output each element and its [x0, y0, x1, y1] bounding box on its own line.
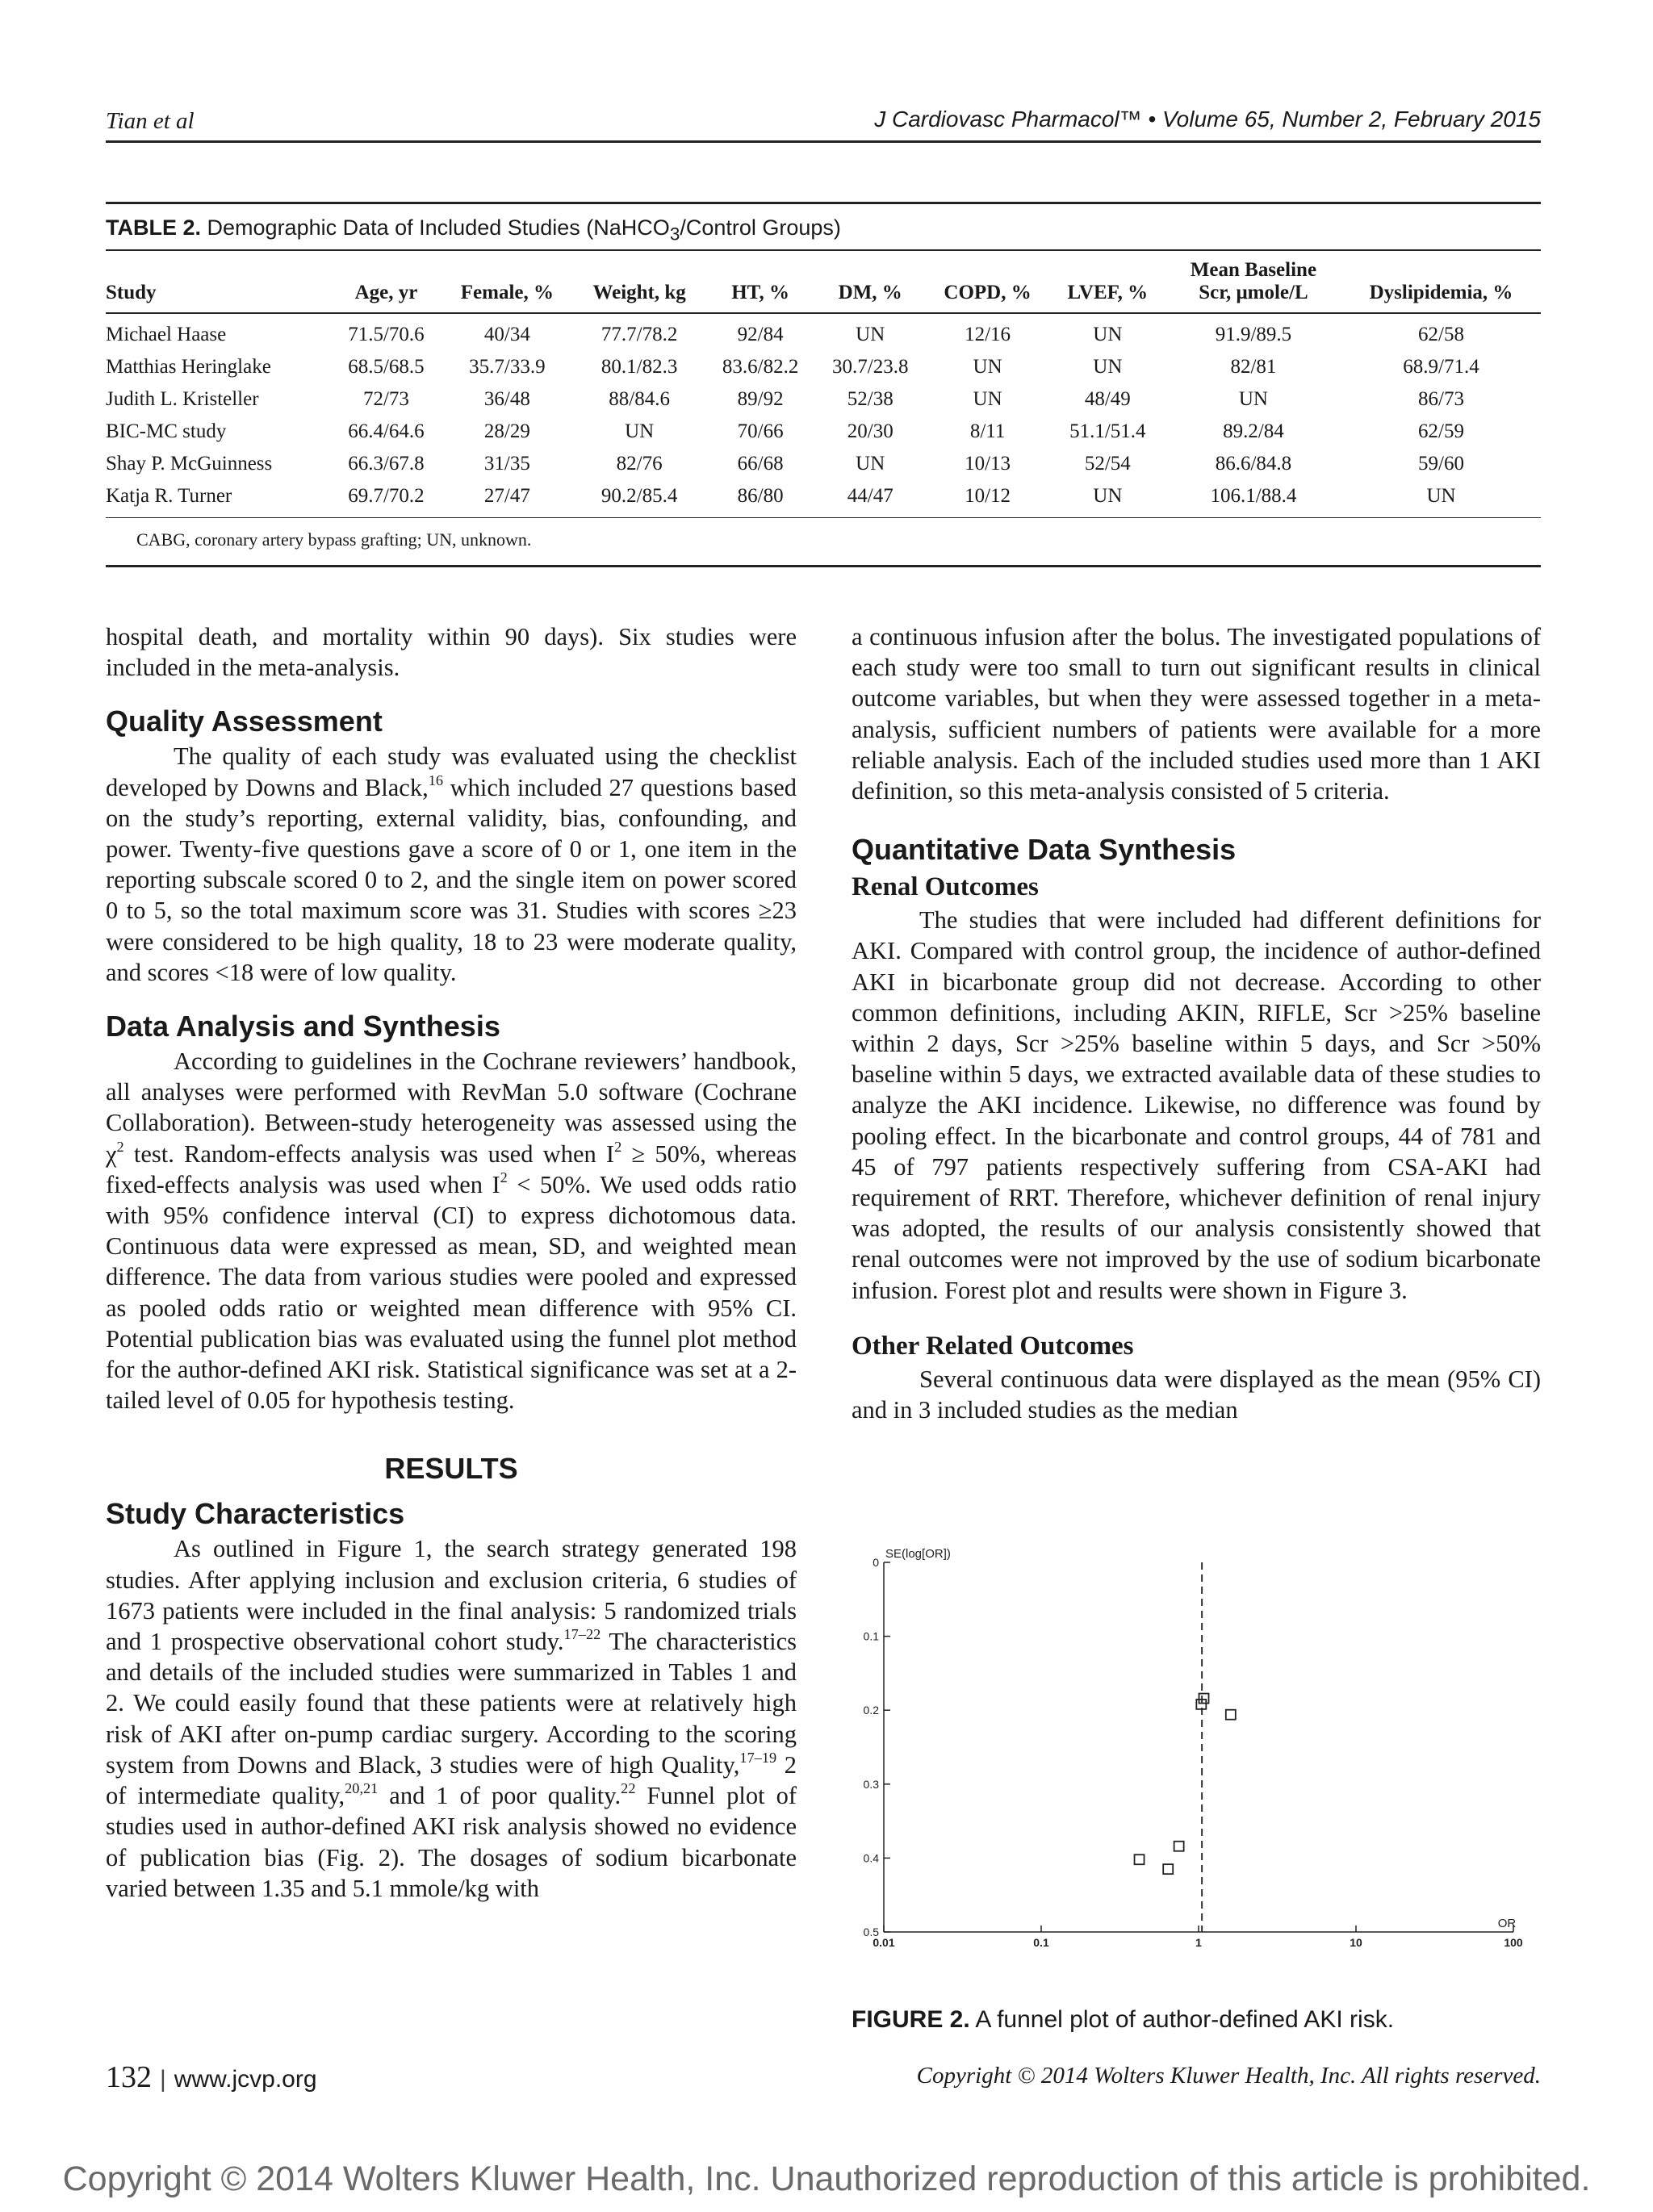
- table-cell: 106.1/88.4: [1210, 485, 1297, 508]
- table-cell: 77.7/78.2: [601, 324, 678, 346]
- journal-url[interactable]: www.jcvp.org: [174, 2066, 317, 2093]
- table-cell: 82/81: [1230, 356, 1277, 378]
- heading-data-analysis: Data Analysis and Synthesis: [106, 1010, 500, 1043]
- table-header-row: [106, 251, 1541, 313]
- table-cell: 35.7/33.9: [469, 356, 546, 378]
- y-tick-label: 0.4: [863, 1851, 879, 1865]
- running-header: [106, 105, 1541, 143]
- author-running-head: Tian et al: [106, 108, 195, 134]
- table-cell: 86.6/84.8: [1215, 453, 1292, 475]
- x-tick-label: 0.01: [873, 1936, 895, 1949]
- study-point: [1174, 1842, 1184, 1851]
- table-cell: 48/49: [1084, 388, 1131, 411]
- column-header: Age, yr: [331, 251, 441, 313]
- table-cell: 80.1/82.3: [601, 356, 678, 378]
- right-column: [852, 621, 1541, 1425]
- funnel-plot: [852, 1532, 1541, 1984]
- paragraph-other: Several continuous data were displayed as the mean (95% CI) and in 3 included studies as the median: [852, 1365, 1541, 1424]
- y-tick-label: 0.3: [863, 1777, 879, 1791]
- table-cell: 51.1/51.4: [1069, 420, 1146, 443]
- heading-results: RESULTS: [384, 1452, 518, 1486]
- table-cell: 8/11: [969, 420, 1006, 443]
- footer-separator: |: [160, 2066, 166, 2093]
- figure-label: FIGURE 2.: [852, 2006, 970, 2033]
- y-tick-label: 0.2: [863, 1704, 879, 1717]
- column-header: Dyslipidemia, %: [1341, 251, 1541, 313]
- y-axis-label: SE(log[OR]): [885, 1547, 951, 1561]
- table-cell: 66.4/64.6: [348, 420, 425, 443]
- table-cell: 92/84: [737, 324, 784, 346]
- table-cell: 30.7/23.8: [832, 356, 909, 378]
- footer-copyright: Copyright © 2014 Wolters Kluwer Health, Inc. All rights reserved.: [916, 2063, 1541, 2089]
- table-footnote: CABG, coronary artery bypass grafting; UN, unknown.: [106, 517, 1541, 565]
- heading-other-outcomes: Other Related Outcomes: [852, 1331, 1134, 1361]
- table-title: Demographic Data of Included Studies (NaHCO$_3$/Control Groups): [207, 215, 841, 245]
- table-cell: 86/80: [737, 485, 784, 508]
- study-name-cell: Matthias Heringlake: [106, 356, 271, 378]
- x-tick-label: 100: [1504, 1936, 1523, 1949]
- table-row: [106, 480, 1541, 517]
- page-footer: [106, 2059, 317, 2095]
- table-cell: 10/12: [965, 485, 1011, 508]
- table-cell: 82/76: [616, 453, 663, 475]
- paragraph: hospital death, and mortality within 90 days). Six studies were included in the meta-analysis.: [106, 623, 797, 682]
- x-tick-label: 1: [1195, 1936, 1202, 1949]
- table-row: [106, 416, 1541, 448]
- table-cell: 31/35: [483, 453, 530, 475]
- column-header: COPD, %: [925, 251, 1050, 313]
- table-2: [106, 202, 1541, 567]
- table-cell: 59/60: [1418, 453, 1464, 475]
- journal-running-head: J Cardiovasc Pharmacol™ • Volume 65, Number 2, February 2015: [874, 107, 1541, 132]
- table-row: [106, 383, 1541, 416]
- paragraph-quality: The quality of each study was evaluated using the checklist developed by Downs and Black,$^{16}$ which included 27 questions based on the study’s reporting, external validity, bias, confounding, and power. Twenty-five questions gave a score of 0 or 1, one item in the reporting subscale scored 0 to 2, and the single item on power scored 0 to 5, so the total maximum score was 31. Studies with scores ≥23 were considered to be high quality, 18 to 23 were moderate quality, and scores <18 were of low quality.: [106, 742, 797, 986]
- column-header: Study: [106, 251, 331, 313]
- column-header: LVEF, %: [1050, 251, 1165, 313]
- reproduction-notice: Copyright © 2014 Wolters Kluwer Health, Inc. Unauthorized reproduction of this article is prohibited.: [62, 2160, 1591, 2198]
- x-axis-label: OR: [1497, 1917, 1517, 1930]
- x-tick-label: 10: [1350, 1936, 1362, 1949]
- table-cell: 52/38: [847, 388, 893, 411]
- table-cell: 12/16: [965, 324, 1011, 346]
- table-cell: 68.9/71.4: [1403, 356, 1479, 378]
- study-name-cell: BIC-MC study: [106, 420, 227, 443]
- table-cell: 62/58: [1418, 324, 1464, 346]
- table-cell: 36/48: [483, 388, 530, 411]
- column-header: HT, %: [705, 251, 815, 313]
- column-header: Mean Baseline Scr, μmole/L: [1165, 251, 1341, 313]
- table-cell: 91.9/89.5: [1215, 324, 1292, 346]
- figure-caption: [852, 2006, 1394, 2034]
- study-point: [1163, 1864, 1173, 1874]
- y-tick-label: 0.5: [863, 1926, 879, 1938]
- left-column: [106, 621, 797, 1904]
- table-cell: 70/66: [737, 420, 784, 443]
- paragraph: a continuous infusion after the bolus. The investigated populations of each study were too small to turn out significant results in clinical outcome variables, but when they were assessed together in a meta-analysis, sufficient numbers of patients were available for a more reliable analysis. Each of the included studies used more than 1 AKI definition, so this meta-analysis consisted of 5 criteria.: [852, 623, 1541, 805]
- table-cell: UN: [1426, 485, 1456, 508]
- table-cell: 66.3/67.8: [348, 453, 425, 475]
- table-cell: 66/68: [737, 453, 784, 475]
- table-cell: 28/29: [483, 420, 530, 443]
- figure-caption-text: A funnel plot of author-defined AKI risk.: [975, 2006, 1395, 2033]
- table-cell: 72/73: [362, 388, 409, 411]
- table-cell: UN: [625, 420, 655, 443]
- study-name-cell: Michael Haase: [106, 324, 227, 346]
- column-header: Weight, kg: [573, 251, 705, 313]
- table-cell: 62/59: [1418, 420, 1464, 443]
- table-cell: 68.5/68.5: [348, 356, 425, 378]
- table-caption: [106, 204, 1541, 251]
- figure-2: [852, 1532, 1541, 1949]
- table-cell: 44/47: [847, 485, 893, 508]
- table-cell: 69.7/70.2: [348, 485, 425, 508]
- table-label: TABLE 2.: [106, 215, 202, 240]
- page-number: 132: [106, 2060, 152, 2094]
- heading-study-characteristics: Study Characteristics: [106, 1497, 405, 1531]
- table-body: [106, 313, 1541, 517]
- study-point: [1135, 1854, 1145, 1864]
- table-cell: UN: [973, 388, 1002, 411]
- x-tick-label: 0.1: [1033, 1936, 1049, 1949]
- table-cell: 88/84.6: [609, 388, 670, 411]
- heading-renal-outcomes: Renal Outcomes: [852, 872, 1039, 902]
- table-cell: UN: [1093, 356, 1123, 378]
- table-row: [106, 313, 1541, 351]
- table-cell: UN: [1093, 485, 1123, 508]
- paragraph-data-analysis: According to guidelines in the Cochrane reviewers’ handbook, all analyses were performed with RevMan 5.0 software (Cochrane Collaboration). Between-study heterogeneity was assessed using the $\chi^2$ test. Random-effects analysis was used when $I^2 \ge 50\%$, whereas fixed-effects analysis was used when $I^2 < 50\%$. We used odds ratio with 95% confidence interval (CI) to express dichotomous data. Continuous data were expressed as mean, SD, and weighted mean difference. The data from various studies were pooled and expressed as pooled odds ratio or weighted mean difference with 95% CI. Potential publication bias was evaluated using the funnel plot method for the author-defined AKI risk. Statistical significance was set at a 2-tailed level of 0.05 for hypothesis testing.: [106, 1047, 797, 1415]
- table-row: [106, 351, 1541, 383]
- demographics-table: [106, 251, 1541, 517]
- y-tick-label: 0.1: [863, 1629, 879, 1643]
- table-cell: 20/30: [847, 420, 893, 443]
- table-cell: 27/47: [483, 485, 530, 508]
- table-cell: 86/73: [1418, 388, 1464, 411]
- table-row: [106, 448, 1541, 480]
- table-cell: UN: [1238, 388, 1268, 411]
- table-cell: 90.2/85.4: [601, 485, 678, 508]
- study-point: [1199, 1694, 1209, 1704]
- table-cell: UN: [1093, 324, 1123, 346]
- heading-quantitative-synthesis: Quantitative Data Synthesis: [852, 833, 1237, 867]
- table-cell: 10/13: [965, 453, 1011, 475]
- study-point: [1226, 1710, 1236, 1720]
- paragraph-study-characteristics: As outlined in Figure 1, the search strategy generated 198 studies. After applying inclusion and exclusion criteria, 6 studies of 1673 patients were included in the final analysis: 5 randomized trials and 1 prospective observational cohort study.$^{17-22}$ The characteristics and details of the included studies were summarized in Tables 1 and 2. We could easily found that these patients were at relatively high risk of AKI after on-pump cardiac surgery. According to the scoring system from Downs and Black, 3 studies were of high Quality,$^{17-19}$ 2 of intermediate quality,$^{20,21}$ and 1 of poor quality.$^{22}$ Funnel plot of studies used in author-defined AKI risk analysis showed no evidence of publication bias (Fig. 2). The dosages of sodium bicarbonate varied between 1.35 and 5.1 mmole/kg with: [106, 1535, 797, 1902]
- study-name-cell: Katja R. Turner: [106, 485, 232, 508]
- table-cell: 89/92: [737, 388, 784, 411]
- table-cell: 89.2/84: [1223, 420, 1284, 443]
- heading-quality-assessment: Quality Assessment: [106, 705, 383, 738]
- column-header: Female, %: [441, 251, 574, 313]
- table-cell: UN: [856, 453, 885, 475]
- table-cell: 40/34: [483, 324, 530, 346]
- table-cell: 71.5/70.6: [348, 324, 425, 346]
- column-header: DM, %: [815, 251, 925, 313]
- study-name-cell: Shay P. McGuinness: [106, 453, 273, 475]
- study-name-cell: Judith L. Kristeller: [106, 388, 259, 411]
- table-cell: 83.6/82.2: [722, 356, 799, 378]
- table-cell: 52/54: [1084, 453, 1131, 475]
- table-cell: UN: [856, 324, 885, 346]
- paragraph-renal: The studies that were included had different definitions for AKI. Compared with control group, the incidence of author-defined AKI in bicarbonate group did not decrease. According to other common definitions, including AKIN, RIFLE, Scr >25% baseline within 2 days, Scr >25% baseline within 5 days, and Scr >50% baseline within 5 days, we extracted available data of these studies to analyze the AKI incidence. Likewise, no difference was found by pooling effect. In the bicarbonate and control groups, 44 of 781 and 45 of 797 patients respectively suffering from CSA-AKI had requirement of RRT. Therefore, whichever definition of renal injury was adopted, the results of our analysis consistently showed that renal outcomes were not improved by the use of sodium bicarbonate infusion. Forest plot and results were shown in Figure 3.: [852, 906, 1541, 1304]
- table-cell: UN: [973, 356, 1002, 378]
- y-tick-label: 0: [873, 1556, 879, 1569]
